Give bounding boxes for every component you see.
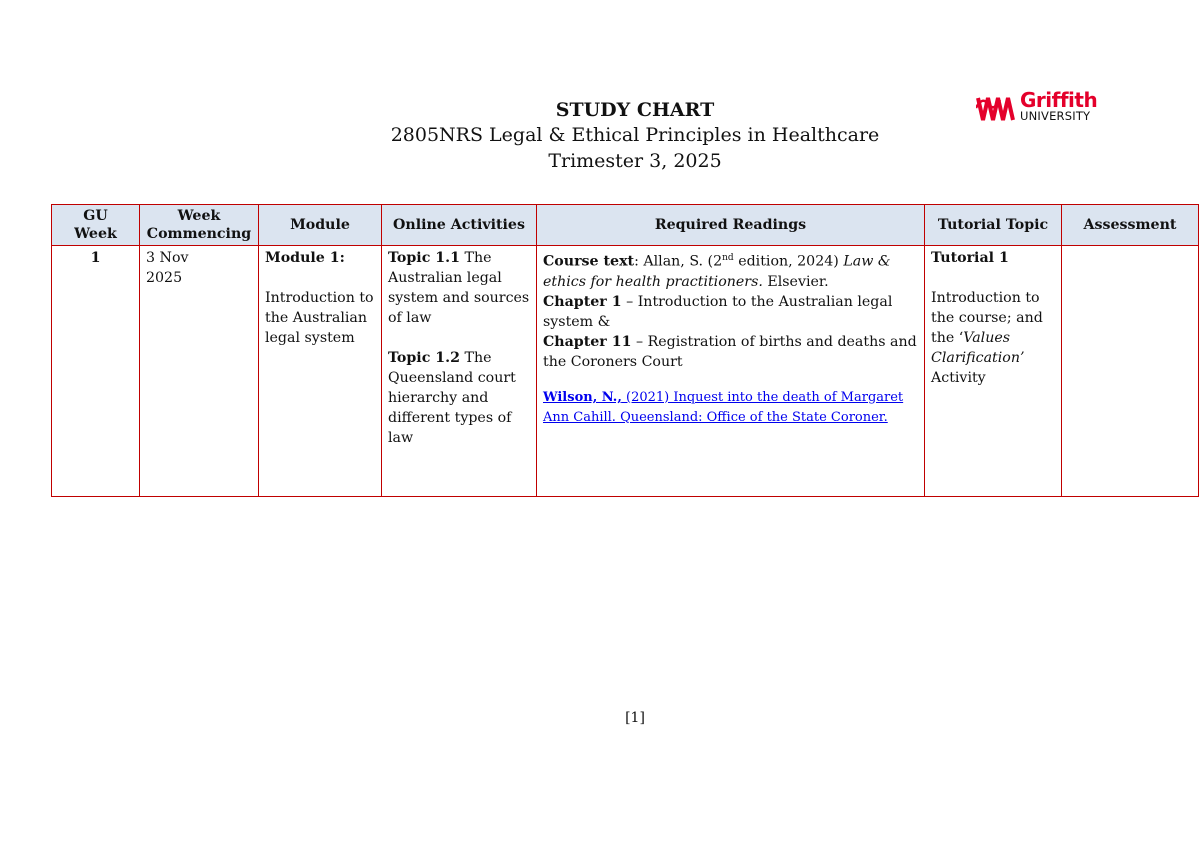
cell-assessment bbox=[1062, 246, 1199, 497]
document-title: STUDY CHART bbox=[555, 99, 715, 121]
cell-module bbox=[259, 246, 382, 497]
logo-subname: UNIVERSITY bbox=[1020, 109, 1091, 123]
header-tutorial-topic: Tutorial Topic bbox=[925, 205, 1062, 246]
inquest-reading-link[interactable]: Wilson, N., (2021) Inquest into the death of Margaret Ann Cahill. Queensland: Office of the State Coroner. bbox=[543, 389, 904, 425]
cell-online-activities bbox=[382, 246, 537, 497]
header-assessment: Assessment bbox=[1062, 205, 1199, 246]
course-title: 2805NRS Legal & Ethical Principles in Healthcare bbox=[390, 124, 880, 146]
cell-gu-week: 1 bbox=[52, 246, 140, 497]
table-header-row bbox=[52, 205, 1199, 246]
table-row bbox=[52, 246, 1199, 497]
topic-1-1: Topic 1.1 The Australian legal system and sources of law bbox=[388, 250, 530, 326]
griffith-logo bbox=[976, 90, 1106, 126]
chapter-11: Chapter 11 – Registration of births and deaths and the Coroners Court bbox=[543, 333, 917, 370]
header-week-commencing: Week Commencing bbox=[140, 205, 259, 246]
study-chart-table bbox=[51, 204, 1199, 497]
page-number: [1] bbox=[625, 710, 645, 726]
tutorial-description: Introduction to the course; and the ‘Values Clarification’ Activity bbox=[931, 290, 1043, 386]
tutorial-title: Tutorial 1 bbox=[931, 250, 1009, 266]
trimester: Trimester 3, 2025 bbox=[548, 150, 722, 172]
griffith-logo-icon bbox=[976, 90, 1018, 126]
header-module: Module bbox=[259, 205, 382, 246]
header-required-readings: Required Readings bbox=[537, 205, 925, 246]
header-online-activities: Online Activities bbox=[382, 205, 537, 246]
cell-required-readings bbox=[537, 246, 925, 497]
logo-name: Griffith bbox=[1020, 88, 1098, 112]
header-gu-week: GU Week bbox=[52, 205, 140, 246]
chapter-1: Chapter 1 – Introduction to the Australian legal system & bbox=[543, 293, 893, 330]
cell-week-commencing: 3 Nov 2025 bbox=[140, 246, 259, 497]
module-description: Introduction to the Australian legal system bbox=[265, 290, 374, 346]
topic-1-2: Topic 1.2 The Queensland court hierarchy and different types of law bbox=[388, 350, 516, 446]
module-title: Module 1: bbox=[265, 250, 345, 266]
cell-tutorial-topic bbox=[925, 246, 1062, 497]
course-text: Course text: Allan, S. (2nd edition, 2024) Law & ethics for health practitioners. Elsevier. bbox=[543, 253, 891, 290]
